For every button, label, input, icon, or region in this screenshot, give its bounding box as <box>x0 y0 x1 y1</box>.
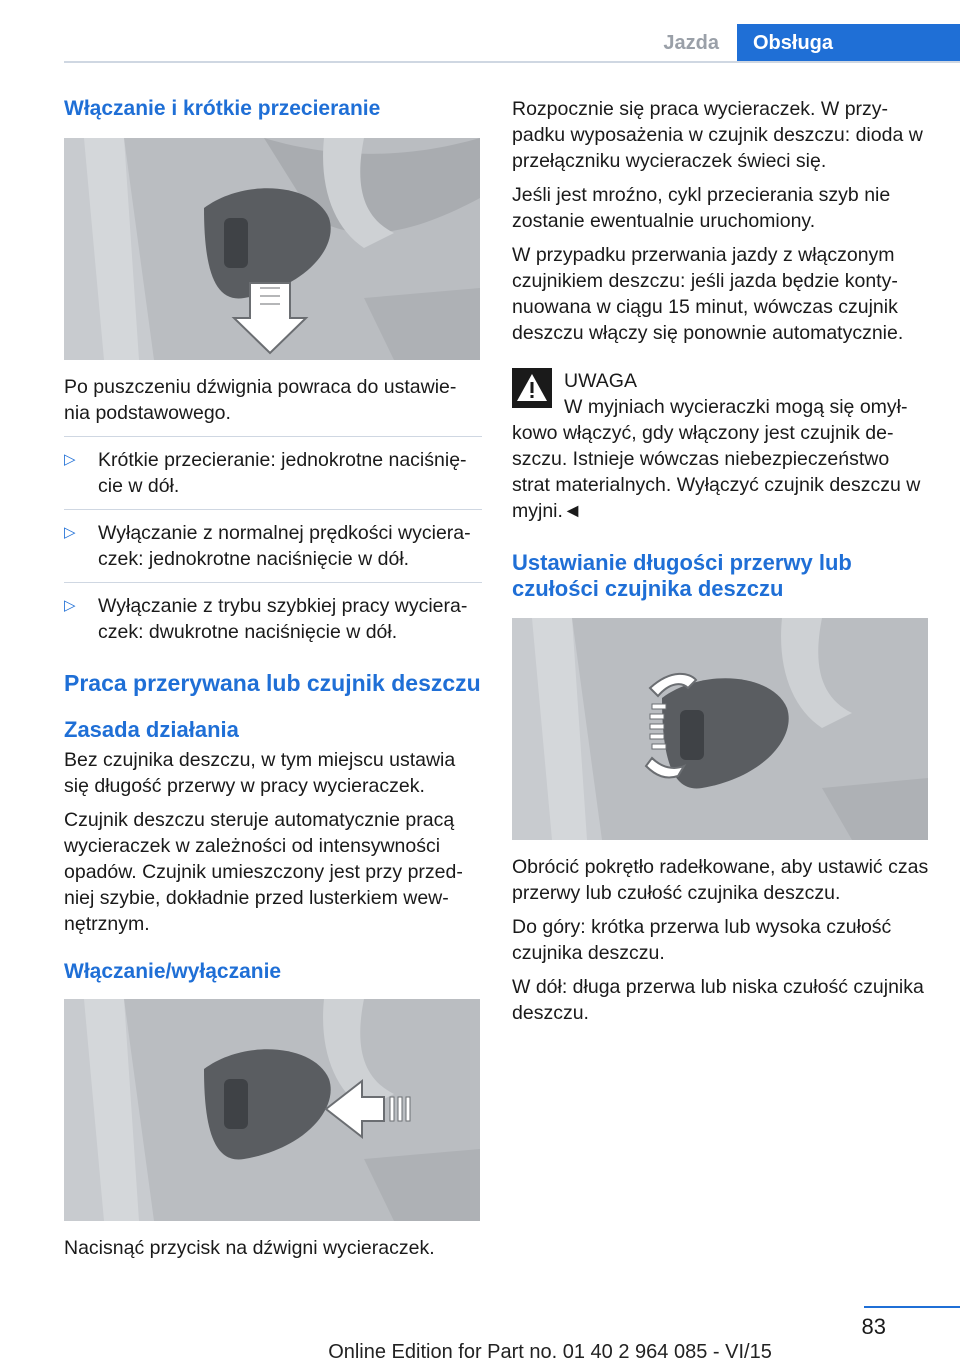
triangle-right-icon: ▷ <box>64 597 76 614</box>
triangle-right-icon: ▷ <box>64 451 76 468</box>
paragraph: W przypadku przerwania jazdy z włączonym czujnikiem deszczu: jeśli jazda będzie konty‐ nuowana w ciągu 15 minut, wówczas czujnik deszczu włączy się ponownie automatycznie. <box>512 244 904 344</box>
tab-jazda[interactable]: Jazda <box>663 32 719 54</box>
list-item-text: Krótkie przecieranie: jednokrotne naciśnię‐ cie w dół. <box>98 449 467 497</box>
paragraph: Do góry: krótka przerwa lub wysoka czułość czujnika deszczu. <box>512 916 892 964</box>
header-divider <box>64 61 960 63</box>
paragraph: W dół: długa przerwa lub niska czułość czujnika deszczu. <box>512 976 924 1024</box>
section-title-praca-przerywana: Praca przerywana lub czujnik deszczu <box>64 670 481 696</box>
list-item <box>64 447 482 499</box>
warning-body-text: W myjniach wycieraczki mogą się omył‐ kowo włączyć, gdy włączony jest czujnik de‐ szczu. Istnieje wówczas niebezpieczeństwo strat materialnych. Wyłączyć czujnik deszczu w myjni.◄ <box>512 396 921 522</box>
list-divider <box>64 436 482 437</box>
subsection-title-wlaczanie-wylaczanie: Włączanie/wyłączanie <box>64 960 282 983</box>
subsection-title-zasada: Zasada działania <box>64 717 239 742</box>
paragraph: Nacisnąć przycisk na dźwigni wycieraczek. <box>64 1237 435 1259</box>
edition-footer: Online Edition for Part no. 01 40 2 964 085 - VI/15 <box>328 1341 772 1363</box>
tab-obsluga[interactable]: Obsługa <box>737 24 960 62</box>
list-item-text: Wyłączanie z trybu szybkiej pracy wyciera‐ czek: dwukrotne naciśnięcie w dół. <box>98 595 468 643</box>
footer-divider <box>864 1306 960 1308</box>
section-title-wlaczanie-krotkie: Włączanie i krótkie przecieranie <box>64 97 381 120</box>
paragraph: Obrócić pokrętło radełkowane, aby ustawić czas przerwy lub czułość czujnika deszczu. <box>512 856 929 904</box>
page-number: 83 <box>861 1314 886 1339</box>
right-column <box>512 96 930 1026</box>
paragraph: Czujnik deszczu steruje automatycznie pracą wycieraczek w zależności od intensywności opadów. Czujnik umieszczony jest przy przed‐ niej szybie, dokładnie przed lusterkiem wew‐ nętrznym. <box>64 809 463 935</box>
wiper-knurl-illustration <box>512 618 928 840</box>
list-item-text: Wyłączanie z normalnej prędkości wyciera‐ czek: jednokrotne naciśnięcie w dół. <box>98 522 471 570</box>
section-title-ustawianie: Ustawianie długości przerwy lub czułości czujnika deszczu <box>512 550 852 601</box>
warning-body <box>512 394 930 524</box>
list-item <box>64 520 482 572</box>
list-item <box>64 593 482 645</box>
triangle-right-icon: ▷ <box>64 524 76 541</box>
warning-title: UWAGA <box>564 370 637 392</box>
wiper-button-press-illustration <box>64 999 480 1221</box>
paragraph: Rozpocznie się praca wycieraczek. W przy‐ padku wyposażenia w czujnik deszczu: dioda w przełączniku wycieraczek świeci się. <box>512 98 923 172</box>
bullet-list <box>64 447 482 645</box>
wiper-lever-down-illustration <box>64 138 480 360</box>
list-divider <box>64 509 482 510</box>
paragraph: Bez czujnika deszczu, w tym miejscu ustawia się długość przerwy w pracy wycieraczek. <box>64 749 456 797</box>
page-header <box>0 0 960 62</box>
paragraph: Po puszczeniu dźwignia powraca do ustawie‐ nia podstawowego. <box>64 376 457 424</box>
paragraph: Jeśli jest mroźno, cykl przecierania szyb nie zostanie ewentualnie uruchomiony. <box>512 184 891 232</box>
warning-triangle-icon <box>512 368 552 408</box>
list-divider <box>64 582 482 583</box>
warning-box <box>512 368 930 524</box>
left-column <box>64 96 482 1261</box>
